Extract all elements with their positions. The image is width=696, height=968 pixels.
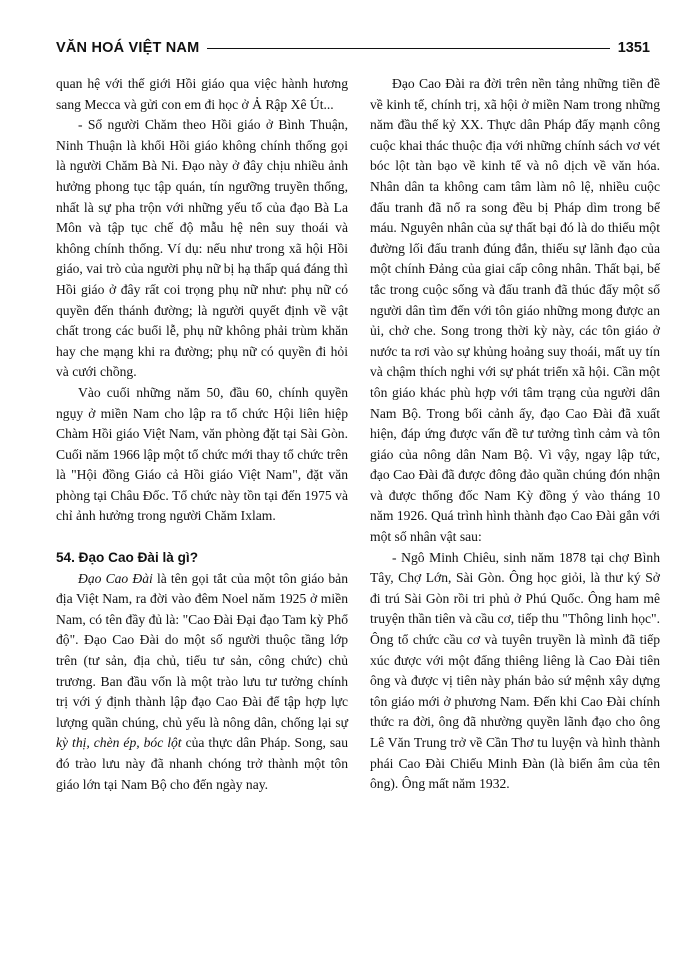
running-header: [56, 36, 650, 60]
paragraph-text: là tên gọi tắt của một tôn giáo bản địa Việt Nam, ra đời vào đêm Noel năm 1925 ở miền Nam, có tên đầy đủ là: "Cao Đài Đại đạo Tam kỳ Phổ độ". Đạo Cao Đài do một số người thuộc tầng lớp trên (tư sản, địa chủ, tiểu tư sản, công chức) chủ trương. Ban đầu vốn là một trào lưu tư tưởng chính trị với ý định thành lập đạo Cao Đài để tập hợp lực lượng quần chúng, chủ yếu là nông dân, chống lại sự: [56, 570, 348, 730]
page-number: 1351: [617, 40, 650, 56]
section-heading: 54. Đạo Cao Đài là gì?: [56, 550, 199, 566]
paragraph-text: của thực dân Pháp. Song, sau đó trào lưu này đã nhanh chóng trở thành một tôn giáo lớn tại Nam Bộ cho đến ngày nay.: [56, 735, 348, 792]
left-column: [56, 74, 348, 795]
right-column: [370, 74, 660, 795]
term-emphasis: Đạo Cao Đài: [78, 570, 153, 586]
paragraph: - Ngô Minh Chiêu, sinh năm 1878 tại chợ Bình Tây, Chợ Lớn, Sài Gòn. Ông học giỏi, là thư ký Sở đi trú Sài Gòn rồi tri phủ ở Phú Quốc. Ông ham mê truyện thần tiên và cầu cơ, tiếp thu "Thông linh học". Ông tổ chức cầu cơ và tuyên truyền là mình đã tiếp xúc được với một đấng thiêng liêng là Cao Đài tiên ông và được vị tiên này phán bảo sứ mệnh xây dựng tôn giáo mới ở phương Nam. Đến khi Cao Đài chính thức ra đời, ông đã nhường quyền lãnh đạo cho ông Lê Văn Trung trở về Cần Thơ tu luyện và hình thành phái Cao Đài Chiếu Minh Đàn (là biến âm của tên ông). Ông mất năm 1932.: [370, 549, 660, 792]
paragraph: - Số người Chăm theo Hồi giáo ở Bình Thuận, Ninh Thuận là khối Hồi giáo không chính thống gọi là người Chăm Bà Ni. Đạo này ở đây chịu nhiều ảnh hưởng phong tục tập quán, tín ngưỡng truyền thống, nhất là sự pha trộn với những yếu tố của đạo Bà La Môn và tập tục chế độ mẫu hệ nên suy thoái và không chính thống. Ví dụ: nếu như trong xã hội Hồi giáo, vai trò của người phụ nữ bị hạ thấp quá đáng thì Hồi giáo ở đây rất coi trọng phụ nữ như: phụ nữ có quyền đến thánh đường; là người quyết định về vật chất trong các buổi lễ, phụ nữ không phải trùm khăn hay che mạng khi ra đường; phụ nữ có quyền đi hỏi và cưới chồng.: [56, 117, 348, 380]
header-rule: [207, 48, 609, 49]
paragraph: [56, 569, 348, 796]
spacer: [56, 527, 348, 548]
paragraph: Đạo Cao Đài ra đời trên nền tảng những tiền đề về kinh tế, chính trị, xã hội ở miền Nam trong những năm đầu thế kỷ XX. Thực dân Pháp đẩy mạnh công cuộc khai thác thuộc địa với những chính sách vơ vét bóc lột tàn bạo về kinh tế và nô dịch về văn hóa. Nhân dân ta không cam tâm làm nô lệ, nhiều cuộc đấu tranh đã nổ ra song đều bị Pháp dìm trong bể máu. Nguyên nhân của sự thất bại đó là do thiếu một đường lối đấu tranh đúng đắn, thiếu sự lãnh đạo của một chính Đảng của giai cấp công nhân. Thất bại, bế tắc trong cuộc sống và đấu tranh đã thúc đẩy một số người dân tìm đến với tôn giáo những mong được an ủi, chở che. Song trong thời kỳ này, các tôn giáo ở nước ta rơi vào sự khủng hoảng suy thoái, mất uy tín và chậm thích nghi với sự phát triển xã hội. Cần một tôn giáo khác phù hợp với tâm trạng của người dân Nam Bộ. Trong bối cảnh ấy, đạo Cao Đài đã xuất hiện, đáp ứng được vấn đề tư tưởng tình cảm và tôn giáo của nông dân Nam Bộ. Vì vậy, ngay lập tức, đạo Cao Đài đã được đông đảo quần chúng đón nhận và được thống đốc Nam Kỳ đồng ý vào tháng 10 năm 1926. Quá trình hình thành đạo Cao Đài gắn với một số nhân vật sau:: [370, 76, 660, 545]
running-title: VĂN HOÁ VIỆT NAM: [56, 40, 200, 56]
paragraph: quan hệ với thế giới Hồi giáo qua việc hành hương sang Mecca và gửi con em đi học ở Ả Rập Xê Út...: [56, 76, 348, 112]
term-emphasis: kỳ thị, chèn ép, bóc lột: [56, 735, 182, 751]
paragraph: Vào cuối những năm 50, đầu 60, chính quyền ngụy ở miền Nam cho lập ra tổ chức Hội liên hiệp Chàm Hồi giáo Việt Nam, văn phòng đặt tại Sài Gòn. Cuối năm 1966 lập một tổ chức mới thay tổ chức trên là "Hội đồng Giáo cả Hồi giáo Việt Nam", đặt văn phòng tại Châu Đốc. Tổ chức này tồn tại đến 1975 và chỉ ảnh hưởng trong người Chăm Ixlam.: [56, 384, 348, 524]
